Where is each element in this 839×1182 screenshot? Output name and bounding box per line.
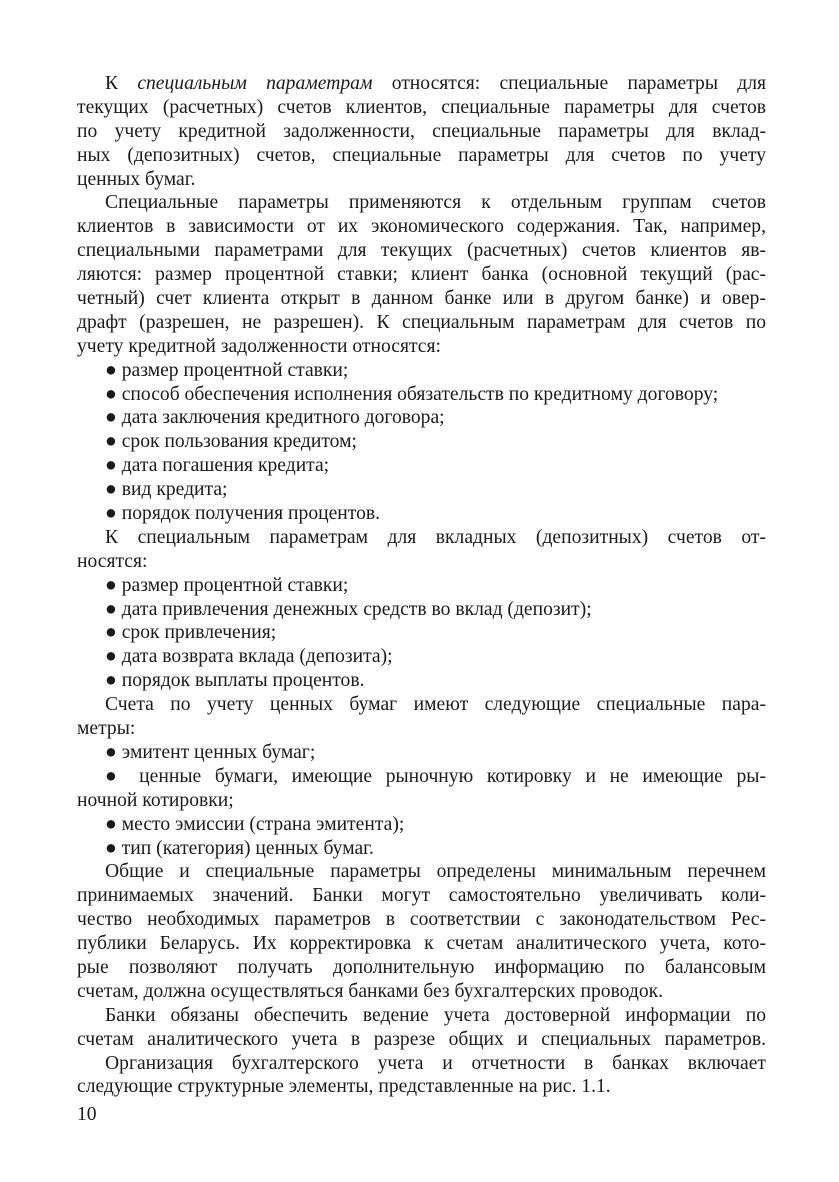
text-line: ценных бумаг. (77, 168, 196, 190)
text-line: по учету кредитной задолженности, специальные параметры для вклад- (77, 120, 766, 142)
text-line: К специальным параметрам для вкладных (депозитных) счетов от- (105, 526, 766, 548)
text-line: ● размер процентной ставки; (105, 359, 349, 381)
text-line: рые позволяют получать дополнительную информацию по балансовым (77, 956, 766, 978)
text-line: ● порядок выплаты процентов. (105, 670, 365, 692)
text-line: Банки обязаны обеспечить ведение учета достоверной информации по (105, 1004, 766, 1026)
text-line: носятся: (77, 550, 148, 572)
text-line: ● размер процентной ставки; (105, 574, 349, 596)
text-line: К специальным параметрам относятся: специальные параметры для (105, 73, 767, 94)
text-line: ● способ обеспечения исполнения обязательств по кредитному договору; (105, 383, 719, 405)
text-line: ● место эмиссии (страна эмитента); (105, 813, 405, 835)
text-line: учету кредитной задолженности относятся: (77, 335, 441, 357)
text-line: специальными параметрами для текущих (расчетных) счетов клиентов яв- (77, 240, 766, 262)
text-line: ● тип (категория) ценных бумаг. (105, 837, 374, 859)
text-line: ● дата погашения кредита; (105, 455, 330, 477)
text-line: ● порядок получения процентов. (105, 503, 381, 525)
text-line: ● эмитент ценных бумаг; (105, 741, 316, 763)
text-line: Организация бухгалтерского учета и отчетности в банках включает (105, 1052, 766, 1074)
text-line: ● дата привлечения денежных средств во вклад (депозит); (105, 598, 592, 620)
text-line: ных (депозитных) счетов, специальные параметры для счетов по учету (77, 144, 766, 166)
page-body (77, 72, 766, 1099)
text-line: Специальные параметры применяются к отдельным группам счетов (105, 192, 766, 214)
text-line: ● вид кредита; (105, 479, 228, 501)
text-line: счетам аналитического учета в разрезе общих и специальных параметров. (77, 1028, 766, 1050)
text-line: драфт (разрешен, не разрешен). К специальным параметрам для счетов по (77, 311, 766, 333)
text-line: следующие структурные элементы, представленные на рис. 1.1. (77, 1076, 611, 1098)
text-line: публики Беларусь. Их корректировка к счетам аналитического учета, кото- (77, 933, 766, 955)
page-number: 10 (77, 1104, 97, 1125)
text-line: четный) счет клиента открыт в данном банке или в другом банке) и овер- (77, 288, 766, 310)
text-line: ночной котировки; (77, 789, 234, 811)
text-line: принимаемых значений. Банки могут самостоятельно увеличивать коли- (77, 885, 766, 907)
text-line: метры: (77, 718, 136, 740)
text-line: ● срок пользования кредитом; (105, 431, 357, 453)
text-line: клиентов в зависимости от их экономического содержания. Так, например, (77, 216, 766, 238)
text-line: ● дата возврата вклада (депозита); (105, 646, 393, 668)
text-line: Счета по учету ценных бумаг имеют следующие специальные пара- (105, 694, 766, 716)
text-line: ● дата заключения кредитного договора; (105, 407, 445, 429)
text-line: ● срок привлечения; (105, 622, 277, 644)
text-line: Общие и специальные параметры определены минимальным перечнем (105, 861, 766, 883)
text-line: текущих (расчетных) счетов клиентов, специальные параметры для счетов (77, 96, 766, 118)
text-line: ● ценные бумаги, имеющие рыночную котировку и не имеющие ры- (105, 765, 766, 787)
text-line: счетам, должна осуществляться банками без бухгалтерских проводок. (77, 980, 664, 1002)
text-line: чество необходимых параметров в соответствии с законодательством Рес- (77, 909, 766, 931)
text-line: ляются: размер процентной ставки; клиент банка (основной текущий (рас- (77, 264, 766, 286)
